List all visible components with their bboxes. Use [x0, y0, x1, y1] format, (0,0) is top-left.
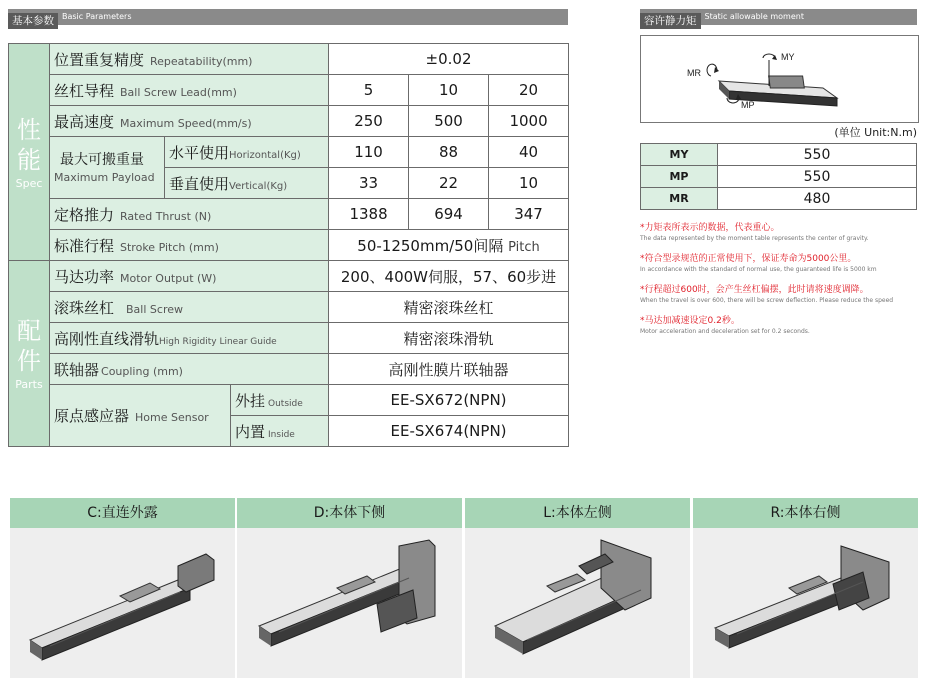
motor-value: 200、400W伺服，57、60步进	[329, 261, 569, 292]
moment-unit: (单位 Unit:N.m)	[834, 126, 917, 139]
payload-horizontal-value-1: 110	[329, 137, 409, 168]
table-row	[9, 230, 569, 261]
guide-value: 精密滚珠滑轨	[329, 323, 569, 354]
table-row	[9, 354, 569, 385]
payload-vertical-value-3: 10	[489, 168, 569, 199]
sensor-outside-label: 外挂 Outside	[231, 385, 329, 416]
note-item: *力矩表所表示的数据，代表重心。 The data represented by the moment table represents the center of gravity.	[640, 223, 869, 242]
static-moment-subtitle: Static allowable moment	[704, 12, 804, 21]
mount-option-title: C:直连外露	[10, 498, 235, 528]
thrust-value-1: 1388	[329, 199, 409, 230]
moment-key-my: MY	[641, 144, 718, 166]
mount-option-l	[465, 498, 690, 678]
table-row	[9, 261, 569, 292]
mount-option-r	[693, 498, 918, 678]
coupling-label: 联轴器 Coupling (mm)	[50, 354, 329, 385]
table-row	[641, 166, 917, 188]
spec-table	[8, 43, 569, 447]
table-row	[9, 106, 569, 137]
spec-group-label: 性 能 Spec	[9, 44, 50, 261]
notes	[640, 222, 925, 346]
mount-option-d	[237, 498, 462, 678]
table-row	[9, 323, 569, 354]
basic-parameters-subtitle: Basic Parameters	[62, 12, 132, 21]
sensor-inside-label: 内置 Inside	[231, 416, 329, 447]
moment-value-my: 550	[718, 144, 917, 166]
payload-vertical-label: 垂直使用Vertical(Kg)	[165, 168, 329, 199]
ball-screw-label: 滚珠丝杠 Ball Screw	[50, 292, 329, 323]
payload-horizontal-label: 水平使用Horizontal(Kg)	[165, 137, 329, 168]
table-row	[641, 144, 917, 166]
sensor-inside-value: EE-SX674(NPN)	[329, 416, 569, 447]
speed-value-3: 1000	[489, 106, 569, 137]
static-moment-title: 容许静力矩	[640, 13, 701, 29]
static-moment-header	[640, 9, 917, 25]
table-row	[9, 199, 569, 230]
stroke-value: 50-1250mm/50间隔 Pitch	[329, 230, 569, 261]
mount-option-title: L:本体左侧	[465, 498, 690, 528]
note-item: *马达加减速设定0.2秒。 Motor acceleration and deceleration set for 0.2 seconds.	[640, 316, 810, 335]
thrust-value-2: 694	[409, 199, 489, 230]
my-label: MY	[781, 52, 795, 62]
sensor-outside-value: EE-SX672(NPN)	[329, 385, 569, 416]
thrust-label: 定格推力 Rated Thrust (N)	[50, 199, 329, 230]
moment-diagram	[640, 35, 919, 123]
ball-screw-value: 精密滚珠丝杠	[329, 292, 569, 323]
actuator-moment-illustration	[641, 36, 918, 122]
basic-parameters-header	[8, 9, 568, 25]
parts-group-label: 配 件 Parts	[9, 261, 50, 447]
table-row	[641, 188, 917, 210]
mount-option-title: R:本体右侧	[693, 498, 918, 528]
stroke-label: 标准行程 Stroke Pitch (mm)	[50, 230, 329, 261]
moment-key-mp: MP	[641, 166, 718, 188]
speed-value-1: 250	[329, 106, 409, 137]
speed-label: 最高速度 Maximum Speed(mm/s)	[50, 106, 329, 137]
lead-label: 丝杠导程 Ball Screw Lead(mm)	[50, 75, 329, 106]
table-row	[9, 385, 569, 416]
table-row	[9, 44, 569, 75]
repeatability-value: ±0.02	[329, 44, 569, 75]
lead-value-3: 20	[489, 75, 569, 106]
payload-horizontal-value-3: 40	[489, 137, 569, 168]
note-item: *行程超过600时，会产生丝杠偏摆，此时请将速度调降。 When the travel is over 600, there will be screw deflection. Please reduce the speed	[640, 285, 894, 304]
payload-horizontal-value-2: 88	[409, 137, 489, 168]
thrust-value-3: 347	[489, 199, 569, 230]
payload-vertical-value-2: 22	[409, 168, 489, 199]
actuator-image-l	[465, 528, 690, 678]
mr-label: MR	[687, 68, 701, 78]
mp-label: MP	[741, 100, 755, 110]
speed-value-2: 500	[409, 106, 489, 137]
table-row	[9, 75, 569, 106]
lead-value-2: 10	[409, 75, 489, 106]
motor-label: 马达功率 Motor Output (W)	[50, 261, 329, 292]
moment-key-mr: MR	[641, 188, 718, 210]
table-row	[9, 292, 569, 323]
mount-option-c	[10, 498, 235, 678]
moment-value-mp: 550	[718, 166, 917, 188]
moment-table	[640, 143, 917, 210]
lead-value-1: 5	[329, 75, 409, 106]
note-item: *符合型录规范的正常使用下，保证寿命为5000公里。 In accordance with the standard of normal use, the guaranteed life is 5000 km	[640, 254, 877, 273]
table-row	[9, 137, 569, 168]
actuator-image-d	[237, 528, 462, 678]
moment-value-mr: 480	[718, 188, 917, 210]
guide-label: 高刚性直线滑轨High Rigidity Linear Guide	[50, 323, 329, 354]
coupling-value: 高刚性膜片联轴器	[329, 354, 569, 385]
payload-vertical-value-1: 33	[329, 168, 409, 199]
actuator-image-c	[10, 528, 235, 678]
home-sensor-label: 原点感应器 Home Sensor	[50, 385, 231, 447]
payload-label: 最大可搬重量 Maximum Payload	[50, 137, 165, 199]
basic-parameters-title: 基本参数	[8, 13, 58, 29]
actuator-image-r	[693, 528, 918, 678]
repeatability-label: 位置重复精度 Repeatability(mm)	[50, 44, 329, 75]
mount-option-title: D:本体下侧	[237, 498, 462, 528]
